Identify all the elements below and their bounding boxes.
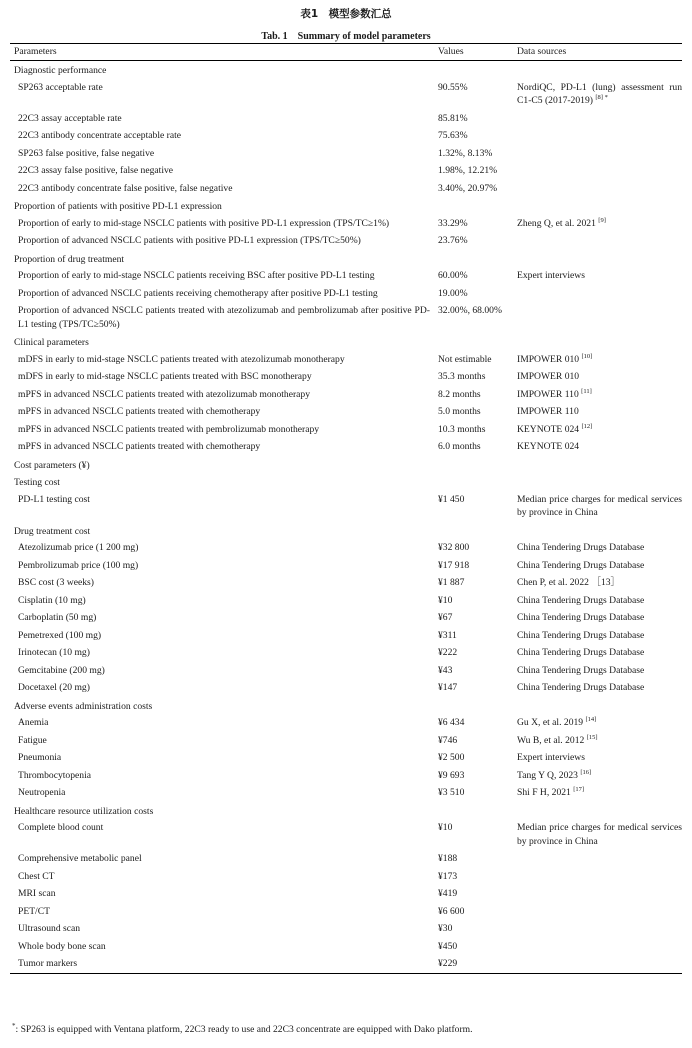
table-row — [10, 885, 682, 903]
source-text: Shi F H, 2021 — [517, 787, 571, 798]
reference-superscript: [14] — [585, 715, 597, 723]
source-text: Tang Y Q, 2023 — [517, 769, 578, 781]
reference-superscript: [11] — [581, 387, 592, 395]
source-text: China Tendering Drugs Database — [517, 594, 645, 606]
source-cell — [515, 714, 682, 732]
parameter-cell: Chest CT — [18, 870, 55, 882]
parameter-cell: PET/CT — [18, 905, 50, 917]
parameter-cell: Thrombocytopenia — [18, 769, 91, 781]
source-cell — [515, 215, 682, 233]
value-cell: 35.3 months — [438, 371, 486, 382]
parameter-cell: PD-L1 testing cost — [18, 493, 90, 505]
section-header-row — [10, 802, 682, 820]
source-text: Median price charges for medical services by province in China — [517, 822, 682, 847]
parameter-cell: mPFS in advanced NSCLC patients treated with atezolizumab monotherapy — [18, 388, 311, 400]
parameter-cell: Carboplatin (50 mg) — [18, 612, 97, 623]
parameter-cell: Anemia — [18, 717, 49, 728]
table-row — [10, 644, 682, 662]
table-header-row — [10, 44, 682, 61]
source-text: China Tendering Drugs Database — [517, 682, 645, 693]
source-text: China Tendering Drugs Database — [517, 647, 645, 658]
table-row — [10, 145, 682, 163]
value-cell: ¥222 — [438, 647, 458, 658]
table-row — [10, 592, 682, 610]
parameter-cell: Docetaxel (20 mg) — [18, 682, 90, 693]
source-cell — [515, 592, 682, 610]
source-cell — [515, 145, 682, 163]
source-cell — [515, 819, 682, 850]
parameter-cell: Comprehensive metabolic panel — [18, 853, 142, 864]
section-header-row — [10, 250, 682, 268]
reference-superscript: [9] — [598, 216, 606, 224]
parameter-cell: Proportion of advanced NSCLC patients treated with atezolizumab and pembrolizumab after positive PD-L1 testing (TPS/TC≥50%) — [18, 305, 430, 330]
source-cell — [515, 421, 682, 439]
value-cell: ¥2 500 — [438, 752, 465, 763]
parameter-cell: Complete blood count — [18, 822, 104, 833]
parameter-cell: Atezolizumab price (1 200 mg) — [18, 542, 139, 553]
value-cell: ¥67 — [438, 612, 453, 623]
source-cell — [515, 127, 682, 145]
source-cell — [515, 232, 682, 250]
value-cell: 33.29% — [438, 217, 468, 229]
source-cell — [515, 110, 682, 128]
source-cell — [515, 267, 682, 285]
table-body — [10, 61, 682, 974]
source-text: China Tendering Drugs Database — [517, 612, 645, 623]
value-cell: ¥450 — [438, 940, 458, 952]
section-title: Healthcare resource utilization costs — [14, 805, 154, 817]
table-row — [10, 215, 682, 233]
parameter-cell: Tumor markers — [18, 958, 78, 969]
value-cell: ¥17 918 — [438, 559, 470, 571]
parameter-cell: mPFS in advanced NSCLC patients treated with pembrolizumab monotherapy — [18, 423, 320, 435]
section-title: Adverse events administration costs — [14, 700, 153, 712]
section-title: Drug treatment cost — [14, 525, 91, 537]
table-row — [10, 127, 682, 145]
source-cell — [515, 368, 682, 386]
value-cell: ¥1 887 — [438, 577, 465, 588]
parameter-cell: 22C3 antibody concentrate false positive, false negative — [18, 182, 233, 194]
table-row — [10, 386, 682, 404]
section-header-row — [10, 456, 682, 474]
parameter-cell: Pembrolizumab price (100 mg) — [18, 559, 139, 571]
header-parameters: Parameters — [14, 46, 57, 58]
source-text: China Tendering Drugs Database — [517, 664, 645, 676]
table-row — [10, 955, 682, 973]
reference-superscript: [8] * — [595, 93, 608, 101]
value-cell: ¥32 800 — [438, 542, 470, 553]
parameter-cell: mPFS in advanced NSCLC patients treated with chemotherapy — [18, 441, 261, 452]
source-text: Expert interviews — [517, 270, 585, 281]
source-cell — [515, 79, 682, 110]
table-row — [10, 232, 682, 250]
parameter-cell: Whole body bone scan — [18, 940, 106, 952]
parameter-cell: SP263 acceptable rate — [18, 81, 103, 93]
section-title: Testing cost — [14, 477, 60, 488]
section-header-row — [10, 473, 682, 491]
parameter-cell: MRI scan — [18, 888, 56, 899]
value-cell: ¥147 — [438, 682, 458, 693]
table-row — [10, 557, 682, 575]
source-text: IMPOWER 110 — [517, 388, 579, 400]
section-header-row — [10, 697, 682, 715]
value-cell: 10.3 months — [438, 423, 486, 435]
source-cell — [515, 955, 682, 973]
section-header-row — [10, 333, 682, 351]
parameter-cell: 22C3 assay false positive, false negative — [18, 165, 174, 176]
value-cell: 6.0 months — [438, 441, 481, 452]
table-row — [10, 920, 682, 938]
table-row — [10, 180, 682, 198]
value-cell: ¥188 — [438, 853, 458, 864]
source-cell — [515, 627, 682, 645]
value-cell: ¥10 — [438, 822, 453, 833]
table-row — [10, 539, 682, 557]
source-text: China Tendering Drugs Database — [517, 559, 645, 571]
source-cell — [515, 403, 682, 421]
table-row — [10, 351, 682, 369]
table-row — [10, 662, 682, 680]
section-title: Diagnostic performance — [14, 65, 107, 76]
source-cell — [515, 920, 682, 938]
section-title: Clinical parameters — [14, 337, 89, 348]
section-header-row — [10, 522, 682, 540]
value-cell: ¥9 693 — [438, 769, 465, 781]
source-cell — [515, 180, 682, 198]
parameter-cell: Proportion of early to mid-stage NSCLC patients with positive PD-L1 expression (TPS/TC≥1%) — [18, 217, 390, 229]
value-cell: ¥229 — [438, 958, 458, 969]
source-cell — [515, 438, 682, 456]
source-cell — [515, 749, 682, 767]
value-cell: 3.40%, 20.97% — [438, 182, 498, 194]
source-cell — [515, 644, 682, 662]
source-text: China Tendering Drugs Database — [517, 542, 645, 553]
value-cell: ¥173 — [438, 870, 458, 882]
section-title: Proportion of patients with positive PD-L1 expression — [14, 201, 222, 212]
value-cell: Not estimable — [438, 353, 492, 365]
value-cell: ¥43 — [438, 664, 453, 676]
table-row — [10, 79, 682, 110]
source-cell — [515, 609, 682, 627]
table-row — [10, 403, 682, 421]
table-row — [10, 784, 682, 802]
table-row — [10, 819, 682, 850]
reference-superscript: [15] — [586, 733, 598, 741]
parameter-cell: mDFS in early to mid-stage NSCLC patients treated with BSC monotherapy — [18, 371, 312, 382]
source-text: China Tendering Drugs Database — [517, 629, 645, 641]
table-row — [10, 162, 682, 180]
reference-superscript: [12] — [581, 422, 593, 430]
footnote-text: : SP263 is equipped with Ventana platform, 22C3 ready to use and 22C3 concentrate are equipped with Dako platform. — [15, 1024, 473, 1035]
parameter-cell: mPFS in advanced NSCLC patients treated with chemotherapy — [18, 406, 261, 417]
table-row — [10, 285, 682, 303]
table-row — [10, 868, 682, 886]
parameter-cell: 22C3 assay acceptable rate — [18, 112, 122, 124]
parameter-cell: BSC cost (3 weeks) — [18, 577, 94, 588]
source-text: IMPOWER 110 — [517, 406, 579, 417]
value-cell: 75.63% — [438, 130, 468, 141]
source-text: Wu B, et al. 2012 — [517, 734, 585, 746]
source-text: Gu X, et al. 2019 — [517, 717, 584, 728]
parameter-cell: Ultrasound scan — [18, 923, 81, 934]
value-cell: ¥419 — [438, 888, 458, 899]
parameter-cell: Proportion of early to mid-stage NSCLC patients receiving BSC after positive PD-L1 testing — [18, 270, 375, 281]
table-row — [10, 850, 682, 868]
footnote — [12, 1021, 473, 1035]
source-cell — [515, 351, 682, 369]
table-row — [10, 749, 682, 767]
table-row — [10, 714, 682, 732]
source-text: IMPOWER 010 — [517, 371, 580, 382]
section-header-row — [10, 197, 682, 215]
source-text: Chen P, et al. 2022 ［13］ — [517, 577, 621, 588]
table-row — [10, 679, 682, 697]
table-row — [10, 767, 682, 785]
value-cell: 19.00% — [438, 287, 468, 299]
parameter-cell: Cisplatin (10 mg) — [18, 594, 86, 606]
source-cell — [515, 938, 682, 956]
value-cell: 85.81% — [438, 112, 468, 124]
source-text: Median price charges for medical services by province in China — [517, 493, 682, 518]
table-row — [10, 609, 682, 627]
source-cell — [515, 285, 682, 303]
value-cell: ¥1 450 — [438, 493, 465, 505]
value-cell: 1.32%, 8.13% — [438, 147, 493, 159]
source-cell — [515, 539, 682, 557]
source-cell — [515, 491, 682, 522]
source-text: NordiQC, PD-L1 (lung) assessment run C1-C5 (2017-2019) — [517, 81, 682, 106]
table-title-chinese: 表1 模型参数汇总 — [300, 8, 392, 20]
parameters-table — [10, 43, 682, 974]
section-header-row — [10, 61, 682, 79]
value-cell: ¥6 434 — [438, 717, 465, 728]
parameter-cell: 22C3 antibody concentrate acceptable rate — [18, 130, 182, 141]
source-text: IMPOWER 010 — [517, 353, 580, 365]
value-cell: 60.00% — [438, 270, 468, 281]
source-cell — [515, 302, 682, 333]
parameter-cell: Gemcitabine (200 mg) — [18, 664, 105, 676]
parameter-cell: Neutropenia — [18, 787, 66, 798]
parameter-cell: Proportion of advanced NSCLC patients with positive PD-L1 expression (TPS/TC≥50%) — [18, 235, 361, 246]
table-row — [10, 903, 682, 921]
reference-superscript: [17] — [573, 785, 585, 793]
parameter-cell: Fatigue — [18, 734, 47, 746]
source-cell — [515, 903, 682, 921]
source-cell — [515, 679, 682, 697]
source-cell — [515, 732, 682, 750]
parameter-cell: mDFS in early to mid-stage NSCLC patients treated with atezolizumab monotherapy — [18, 353, 345, 365]
section-title: Proportion of drug treatment — [14, 253, 125, 265]
source-cell — [515, 767, 682, 785]
table-row — [10, 627, 682, 645]
reference-superscript: [10] — [581, 352, 593, 360]
parameter-cell: Pemetrexed (100 mg) — [18, 629, 102, 641]
source-cell — [515, 784, 682, 802]
value-cell: 1.98%, 12.21% — [438, 165, 498, 176]
source-cell — [515, 557, 682, 575]
value-cell: 23.76% — [438, 235, 468, 246]
source-text: Zheng Q, et al. 2021 — [517, 217, 596, 229]
parameter-cell: Pneumonia — [18, 752, 62, 763]
value-cell: 90.55% — [438, 81, 468, 93]
table-title-english: Tab. 1 Summary of model parameters — [261, 31, 431, 42]
table-row — [10, 438, 682, 456]
value-cell: 32.00%, 68.00% — [438, 305, 502, 316]
table-row — [10, 368, 682, 386]
source-cell — [515, 386, 682, 404]
value-cell: ¥30 — [438, 923, 453, 934]
source-text: KEYNOTE 024 — [517, 441, 580, 452]
header-values: Values — [438, 46, 464, 58]
table-row — [10, 732, 682, 750]
source-text: Expert interviews — [517, 752, 585, 763]
table-row — [10, 938, 682, 956]
source-cell — [515, 662, 682, 680]
parameter-cell: Proportion of advanced NSCLC patients receiving chemotherapy after positive PD-L1 testing — [18, 287, 378, 299]
footnote-mark: * — [12, 1021, 16, 1030]
header-data-sources: Data sources — [517, 46, 567, 58]
source-text: KEYNOTE 024 — [517, 423, 580, 435]
source-cell — [515, 850, 682, 868]
value-cell: ¥6 600 — [438, 905, 465, 917]
source-cell — [515, 574, 682, 592]
source-cell — [515, 885, 682, 903]
section-title: Cost parameters (¥) — [14, 459, 90, 471]
value-cell: ¥311 — [438, 629, 457, 641]
table-row — [10, 267, 682, 285]
value-cell: 5.0 months — [438, 406, 481, 417]
table-row — [10, 302, 682, 333]
parameter-cell: Irinotecan (10 mg) — [18, 647, 90, 658]
reference-superscript: [16] — [580, 768, 592, 776]
value-cell: ¥10 — [438, 594, 453, 606]
source-cell — [515, 162, 682, 180]
table-row — [10, 574, 682, 592]
parameter-cell: SP263 false positive, false negative — [18, 147, 155, 159]
value-cell: ¥746 — [438, 734, 458, 746]
table-row — [10, 491, 682, 522]
value-cell: 8.2 months — [438, 388, 481, 400]
source-cell — [515, 868, 682, 886]
table-row — [10, 421, 682, 439]
table-row — [10, 110, 682, 128]
value-cell: ¥3 510 — [438, 787, 465, 798]
